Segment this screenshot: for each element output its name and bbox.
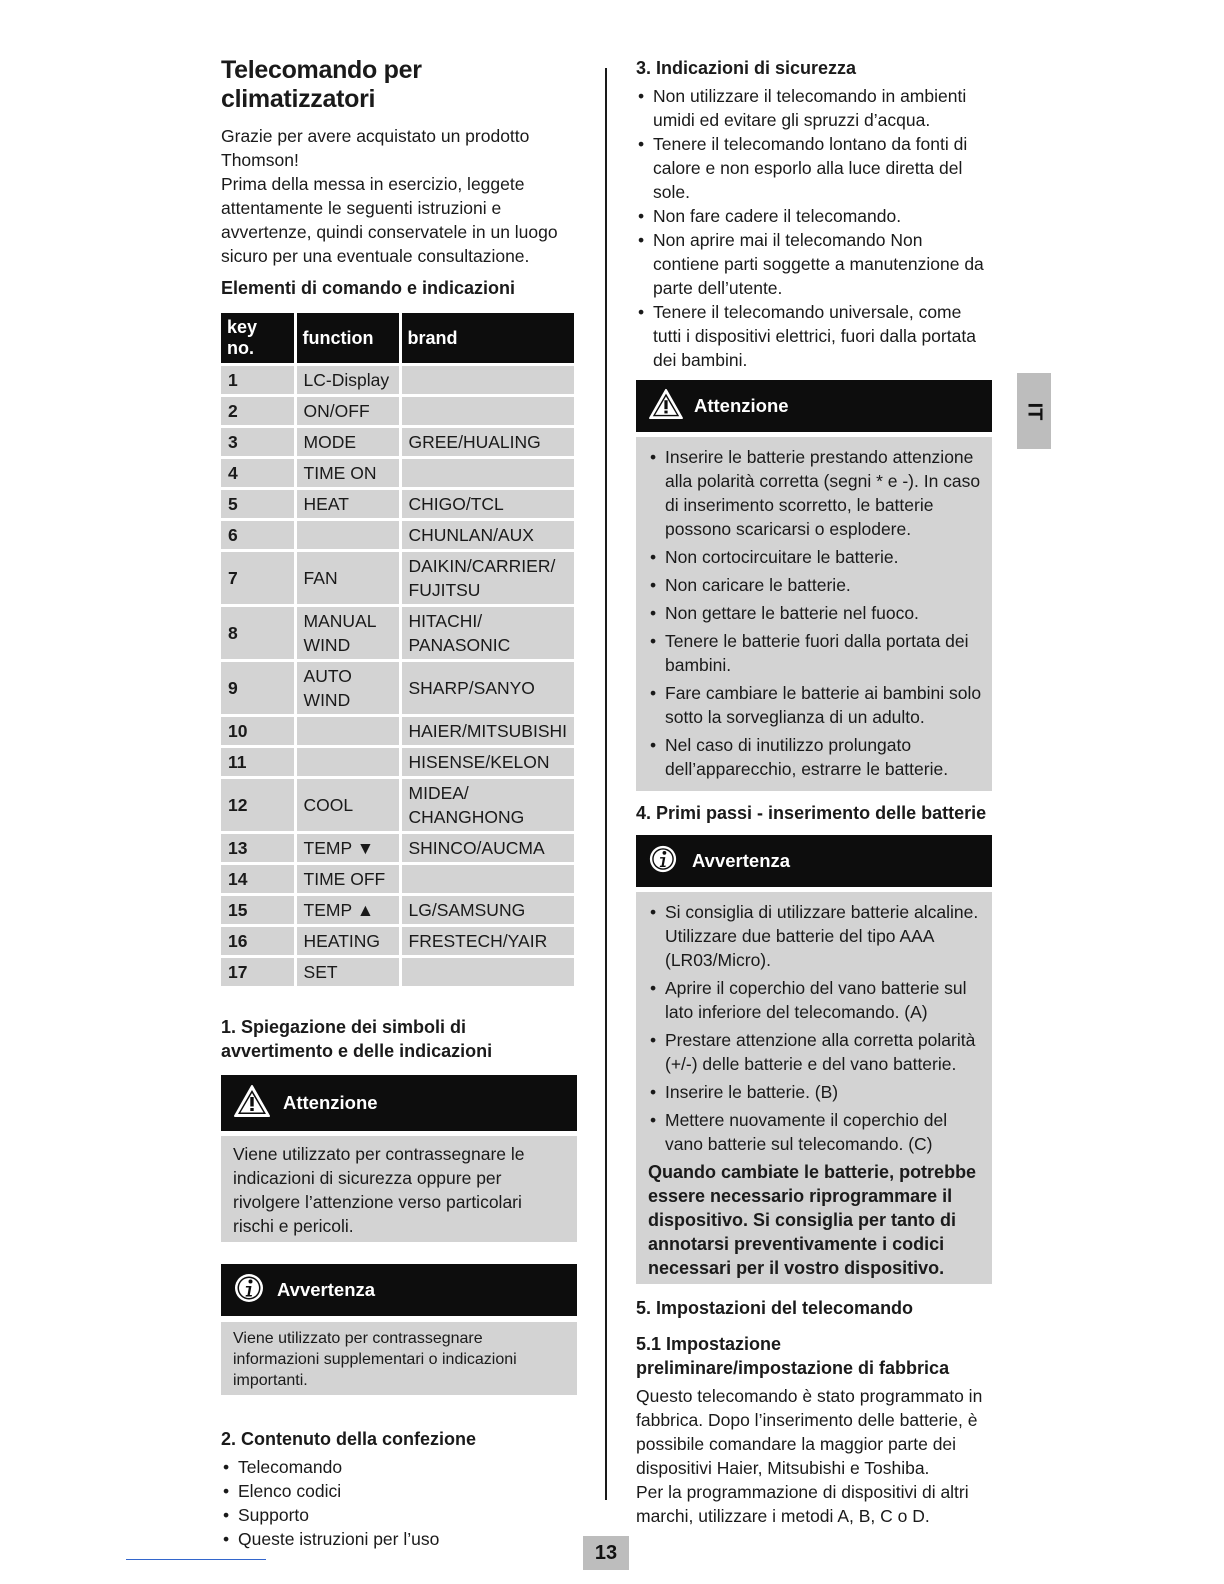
key-function: SET bbox=[297, 958, 399, 986]
section-3-heading: 3. Indicazioni di sicurezza bbox=[636, 58, 857, 78]
key-function: AUTO WIND bbox=[297, 662, 399, 714]
section-1-heading: 1. Spiegazione dei simboli di avvertimento e delle indicazioni bbox=[221, 1017, 493, 1061]
key-no: 13 bbox=[221, 834, 294, 862]
key-brand: DAIKIN/CARRIER/ FUJITSU bbox=[402, 552, 575, 604]
key-table-header-row bbox=[221, 313, 574, 363]
key-function: ON/OFF bbox=[297, 397, 399, 425]
table-row bbox=[221, 490, 574, 518]
battery-note-header bbox=[636, 835, 992, 887]
left-column bbox=[221, 56, 577, 1551]
table-row bbox=[221, 779, 574, 831]
key-function: FAN bbox=[297, 552, 399, 604]
list-item: • Aprire il coperchio del vano batterie sul lato inferiore del telecomando. (A) bbox=[648, 976, 982, 1024]
page-number: 13 bbox=[583, 1536, 629, 1570]
key-function bbox=[297, 748, 399, 776]
section-4-heading: 4. Primi passi - inserimento delle batterie bbox=[636, 803, 987, 823]
warning-box-body bbox=[221, 1136, 577, 1242]
table-row bbox=[221, 607, 574, 659]
key-no: 3 bbox=[221, 428, 294, 456]
key-function: MODE bbox=[297, 428, 399, 456]
key-brand: SHARP/SANYO bbox=[402, 662, 575, 714]
key-function: LC-Display bbox=[297, 366, 399, 394]
note-box-header bbox=[221, 1264, 577, 1316]
section-5-1-text: Questo telecomando è stato programmato in fabbrica. Dopo l’inserimento delle batterie, è possibile comandare la maggior parte dei dispositivi Haier, Mitsubishi e Toshiba. bbox=[636, 1386, 983, 1478]
key-no: 2 bbox=[221, 397, 294, 425]
column-divider bbox=[605, 68, 607, 1500]
key-function: TEMP ▼ bbox=[297, 834, 399, 862]
package-contents-list bbox=[221, 1455, 577, 1551]
page-title: Telecomando per climatizzatori bbox=[221, 56, 422, 113]
list-item: • Tenere le batterie fuori dalla portata dei bambini. bbox=[648, 629, 982, 677]
key-table bbox=[218, 310, 577, 989]
table-row bbox=[221, 958, 574, 986]
battery-note-box bbox=[636, 835, 992, 1284]
key-brand bbox=[402, 366, 575, 394]
key-brand: GREE/HUALING bbox=[402, 428, 575, 456]
right-column bbox=[636, 56, 992, 1528]
key-no: 11 bbox=[221, 748, 294, 776]
list-item: • Non cortocircuitare le batterie. bbox=[648, 545, 982, 569]
note-box-text: Viene utilizzato per contrassegnare informazioni supplementari o indicazioni importanti. bbox=[233, 1330, 517, 1389]
key-no: 4 bbox=[221, 459, 294, 487]
warning-box bbox=[221, 1075, 577, 1242]
key-brand: CHIGO/TCL bbox=[402, 490, 575, 518]
section-5-1-heading: 5.1 Impostazione preliminare/impostazione di fabbrica bbox=[636, 1334, 950, 1378]
note-box bbox=[221, 1264, 577, 1395]
key-brand: HITACHI/ PANASONIC bbox=[402, 607, 575, 659]
list-item: • Mettere nuovamente il coperchio del vano batterie sul telecomando. (C) bbox=[648, 1108, 982, 1156]
battery-warning-label: Attenzione bbox=[694, 395, 789, 416]
list-item: • Si consiglia di utilizzare batterie alcaline. Utilizzare due batterie del tipo AAA (LR03/Micro). bbox=[648, 900, 982, 972]
note-box-body bbox=[221, 1322, 577, 1395]
table-row bbox=[221, 662, 574, 714]
table-row bbox=[221, 865, 574, 893]
warning-box-text: Viene utilizzato per contrassegnare le indicazioni di sicurezza oppure per rivolgere l’attenzione verso particolari rischi e pericoli. bbox=[233, 1144, 525, 1236]
intro-instructions: Prima della messa in esercizio, leggete attentamente le seguenti istruzioni e avvertenze, quindi conservatele in un luogo sicuro per una eventuale consultazione. bbox=[221, 174, 558, 266]
key-brand: HAIER/MITSUBISHI bbox=[402, 717, 575, 745]
key-function: HEATING bbox=[297, 927, 399, 955]
battery-note-bold-text: Quando cambiate le batterie, potrebbe essere necessario riprogrammare il dispositivo. Si consiglia per tanto di annotarsi preventivamente i codici necessari per il vostro dispositivo. bbox=[648, 1162, 977, 1278]
list-item: • Tenere il telecomando universale, come tutti i dispositivi elettrici, fuori dalla portata dei bambini. bbox=[636, 300, 992, 372]
key-no: 9 bbox=[221, 662, 294, 714]
key-brand bbox=[402, 865, 575, 893]
table-row bbox=[221, 927, 574, 955]
key-no: 15 bbox=[221, 896, 294, 924]
controls-heading: Elementi di comando e indicazioni bbox=[221, 278, 516, 298]
key-brand: HISENSE/KELON bbox=[402, 748, 575, 776]
table-row bbox=[221, 397, 574, 425]
key-no: 12 bbox=[221, 779, 294, 831]
list-item: • Non utilizzare il telecomando in ambienti umidi ed evitare gli spruzzi d’acqua. bbox=[636, 84, 992, 132]
safety-list bbox=[636, 84, 992, 372]
key-no: 14 bbox=[221, 865, 294, 893]
battery-warning-box bbox=[636, 380, 992, 791]
table-row bbox=[221, 459, 574, 487]
battery-warning-header bbox=[636, 380, 992, 432]
battery-note-body bbox=[636, 892, 992, 1284]
list-item: • Inserire le batterie prestando attenzione alla polarità corretta (segni * e -). In caso di inserimento scorretto, le batterie possono scaricarsi o esplodere. bbox=[648, 445, 982, 541]
key-brand: LG/SAMSUNG bbox=[402, 896, 575, 924]
table-row bbox=[221, 552, 574, 604]
key-function: TIME OFF bbox=[297, 865, 399, 893]
footer-rule bbox=[126, 1559, 266, 1560]
table-row bbox=[221, 428, 574, 456]
key-no: 1 bbox=[221, 366, 294, 394]
key-no: 10 bbox=[221, 717, 294, 745]
list-item: • Non gettare le batterie nel fuoco. bbox=[648, 601, 982, 625]
key-no: 17 bbox=[221, 958, 294, 986]
header-brand: brand bbox=[402, 313, 575, 363]
list-item: • Non fare cadere il telecomando. bbox=[636, 204, 992, 228]
list-item: • Elenco codici bbox=[221, 1479, 577, 1503]
key-brand: FRESTECH/YAIR bbox=[402, 927, 575, 955]
list-item: • Inserire le batterie. (B) bbox=[648, 1080, 982, 1104]
section-5-heading: 5. Impostazioni del telecomando bbox=[636, 1298, 914, 1318]
key-brand: MIDEA/ CHANGHONG bbox=[402, 779, 575, 831]
info-circle-icon bbox=[648, 844, 678, 879]
section-5-1-text-2: Per la programmazione di dispositivi di altri marchi, utilizzare i metodi A, B, C o D. bbox=[636, 1482, 969, 1526]
table-row bbox=[221, 717, 574, 745]
key-function bbox=[297, 521, 399, 549]
key-no: 5 bbox=[221, 490, 294, 518]
key-function: HEAT bbox=[297, 490, 399, 518]
list-item: • Non caricare le batterie. bbox=[648, 573, 982, 597]
note-box-label: Avvertenza bbox=[277, 1279, 376, 1300]
language-tab-label: IT bbox=[1023, 402, 1046, 420]
key-function: COOL bbox=[297, 779, 399, 831]
table-row bbox=[221, 366, 574, 394]
battery-warning-body bbox=[636, 437, 992, 791]
key-brand bbox=[402, 958, 575, 986]
key-brand bbox=[402, 459, 575, 487]
header-key-no: key no. bbox=[221, 313, 294, 363]
section-2-heading: 2. Contenuto della confezione bbox=[221, 1429, 477, 1449]
key-no: 6 bbox=[221, 521, 294, 549]
header-function: function bbox=[297, 313, 399, 363]
intro-thanks: Grazie per avere acquistato un prodotto Thomson! bbox=[221, 126, 530, 170]
key-no: 8 bbox=[221, 607, 294, 659]
table-row bbox=[221, 834, 574, 862]
table-row bbox=[221, 521, 574, 549]
key-brand: CHUNLAN/AUX bbox=[402, 521, 575, 549]
key-function: TEMP ▲ bbox=[297, 896, 399, 924]
table-row bbox=[221, 896, 574, 924]
warning-box-label: Attenzione bbox=[283, 1092, 378, 1113]
language-tab bbox=[1017, 373, 1051, 449]
list-item: • Supporto bbox=[221, 1503, 577, 1527]
battery-steps-list bbox=[648, 900, 982, 1156]
list-item: • Tenere il telecomando lontano da fonti di calore e non esporlo alla luce diretta del sole. bbox=[636, 132, 992, 204]
warning-triangle-icon bbox=[233, 1084, 271, 1123]
key-no: 7 bbox=[221, 552, 294, 604]
table-row bbox=[221, 748, 574, 776]
key-brand bbox=[402, 397, 575, 425]
list-item: • Prestare attenzione alla corretta polarità (+/-) delle batterie e del vano batterie. bbox=[648, 1028, 982, 1076]
key-brand: SHINCO/AUCMA bbox=[402, 834, 575, 862]
info-circle-icon bbox=[233, 1272, 265, 1309]
list-item: • Queste istruzioni per l’uso bbox=[221, 1527, 577, 1551]
key-no: 16 bbox=[221, 927, 294, 955]
battery-note-label: Avvertenza bbox=[692, 850, 791, 871]
list-item: • Non aprire mai il telecomando Non contiene parti soggette a manutenzione da parte dell’utente. bbox=[636, 228, 992, 300]
key-function bbox=[297, 717, 399, 745]
list-item: • Nel caso di inutilizzo prolungato dell’apparecchio, estrarre le batterie. bbox=[648, 733, 982, 781]
key-function: TIME ON bbox=[297, 459, 399, 487]
list-item: • Telecomando bbox=[221, 1455, 577, 1479]
list-item: • Fare cambiare le batterie ai bambini solo sotto la sorveglianza di un adulto. bbox=[648, 681, 982, 729]
warning-triangle-icon bbox=[648, 388, 684, 425]
warning-box-header bbox=[221, 1075, 577, 1131]
battery-warning-list bbox=[648, 445, 982, 781]
key-function: MANUAL WIND bbox=[297, 607, 399, 659]
